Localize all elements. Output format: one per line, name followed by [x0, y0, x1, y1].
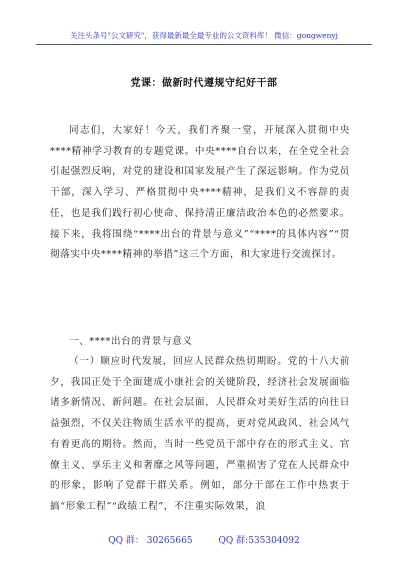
footer-qq-group-1: QQ 群： 30265665 — [108, 536, 193, 546]
paragraph-background: （一）顺应时代发展，回应人民群众热切期盼。党的十八大前夕，我国正处于全面建成小康社会的关键阶段，经济社会发展面临诸多新情况、新问题。在社会层面，人民群众对美好生活的向往日益强烈，不仅关注物质生活水平的提高，更对党风政风、社会风气有着更高的期待。然而，当时一些党员干部中存在的形式主义、官僚主义、享乐主义和奢靡之风等问题，严重损害了党在人民群众中的形象，影响了党群干群关系。例如，部分干部在工作中热衷于搞“形象工程”“政绩工程”，不注重实际效果，浪 — [50, 356, 350, 512]
header-divider — [36, 44, 372, 45]
header-banner: 关注头条号"公文研究"，获得最新最全最专业的公文资料库！ 微信：gongwenyj — [70, 31, 338, 40]
footer-qq-group-2: QQ 群:535304092 — [218, 536, 300, 546]
section-heading-1: 一、****出台的背景与意义 — [69, 336, 193, 347]
paragraph-intro: 同志们，大家好！今天，我们齐聚一堂，开展深入贯彻中央****精神学习教育的专题党课。中央****自台以来，在全党全社会引起强烈反响，对党的建设和国家发展产生了深远影响。作为党员干部，深入学习、严格贯彻中央****精神，是我们义不容辞的责任，也是我们践行初心使命、保持清正廉洁政治本色的必然要求。接下来，我将围绕“****出台的背景与意义”“****的具体内容”“贯彻落实中央****精神的举措”这三个方面，和大家进行交流探讨。 — [50, 125, 350, 261]
document-title: 党课：做新时代遵规守纪好干部 — [130, 78, 278, 89]
footer — [0, 533, 408, 546]
